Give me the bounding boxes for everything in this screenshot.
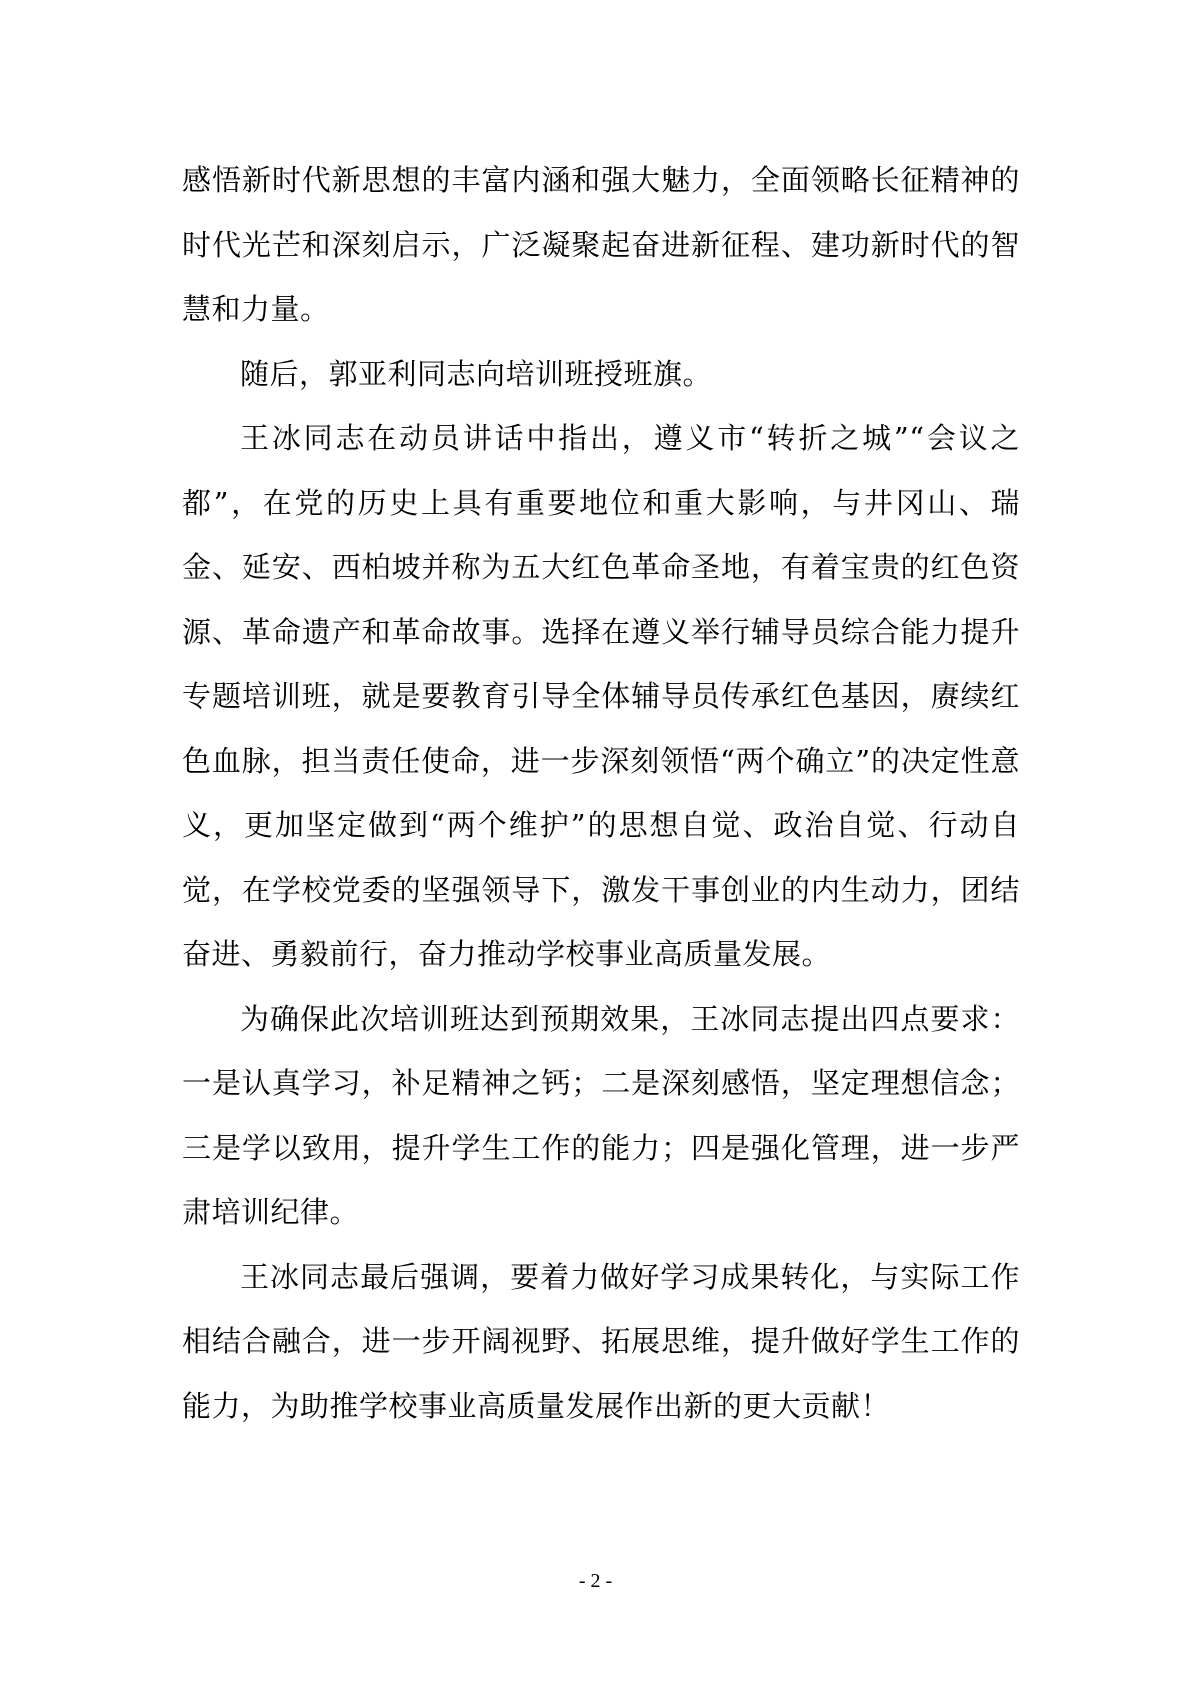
- paragraph-flag-ceremony: 随后，郭亚利同志向培训班授班旗。: [240, 356, 713, 391]
- document-body: [182, 148, 1020, 1438]
- paragraph-closing-emphasis: 王冰同志最后强调，要着力做好学习成果转化，与实际工作相结合融合，进一步开阔视野、拓展思维，提升做好学生工作的能力，为助推学校事业高质量发展作出新的更大贡献！: [182, 1259, 1020, 1423]
- page-number: - 2 -: [578, 1570, 613, 1592]
- paragraph-mobilization-speech: 王冰同志在动员讲话中指出，遵义市“转折之城”“会议之都”，在党的历史上具有重要地位和重大影响，与井冈山、瑞金、延安、西柏坡并称为五大红色革命圣地，有着宝贵的红色资源、革命遗产和革命故事。选择在遵义举行辅导员综合能力提升专题培训班，就是要教育引导全体辅导员传承红色基因，赓续红色血脉，担当责任使命，进一步深刻领悟“两个确立”的决定性意义，更加坚定做到“两个维护”的思想自觉、政治自觉、行动自觉，在学校党委的坚强领导下，激发干事创业的内生动力，团结奋进、勇毅前行，奋力推动学校事业高质量发展。: [182, 421, 1020, 971]
- paragraph-four-requirements: 为确保此次培训班达到预期效果，王冰同志提出四点要求：一是认真学习，补足精神之钙；二是深刻感悟，坚定理想信念；三是学以致用，提升学生工作的能力；四是强化管理，进一步严肃培训纪律。: [182, 1001, 1020, 1229]
- paragraph-continuation: 感悟新时代新思想的丰富内涵和强大魅力，全面领略长征精神的时代光芒和深刻启示，广泛凝聚起奋进新征程、建功新时代的智慧和力量。: [182, 163, 1020, 326]
